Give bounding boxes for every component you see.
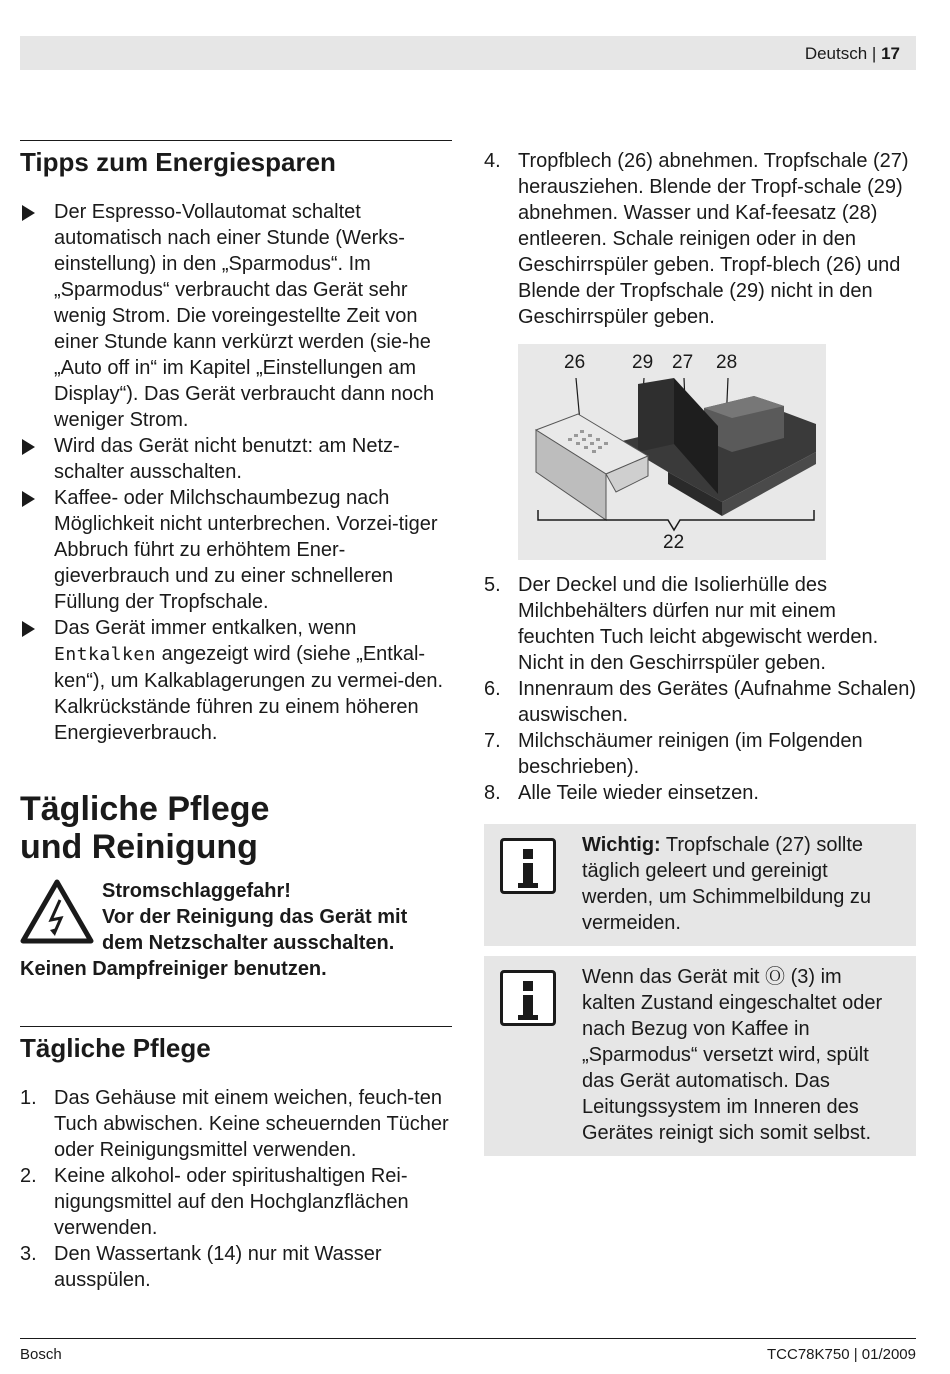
daily-care-title: Tägliche Pflege: [20, 1033, 211, 1063]
info-icon: [500, 838, 556, 894]
info-box-important: [484, 824, 916, 946]
step-text: Milchschäumer reinigen (im Folgenden beschrieben).: [518, 730, 863, 778]
bullet-arrow-icon: [22, 621, 35, 637]
cleaning-steps-b: [484, 572, 916, 806]
figure-label: 28: [716, 352, 738, 373]
step-number: 8.: [484, 782, 501, 804]
section-rule: [20, 1026, 452, 1027]
bullet-text: angezeigt wird (siehe „Entkal-ken“), um Kalkablagerungen zu vermei-den. Kalkrückstände führen zu einem höheren Energieverbrauch.: [54, 643, 444, 744]
warning-line: Vor der Reinigung das Gerät mit: [102, 906, 408, 928]
bullet-arrow-icon: [22, 439, 35, 455]
footer-brand: Bosch: [20, 1346, 62, 1363]
drip-tray-figure: [518, 344, 826, 560]
right-column: [484, 140, 916, 1156]
care-title-line1: Tägliche Pflege: [20, 790, 270, 828]
cleaning-steps-a: [484, 148, 916, 330]
step-text: Innenraum des Gerätes (Aufnahme Schalen) auswischen.: [518, 678, 916, 726]
header-separator: |: [871, 44, 877, 63]
footer-rule: [20, 1338, 916, 1339]
figure-label: 22: [663, 532, 685, 553]
figure-label: 26: [564, 352, 586, 373]
info-text: Wenn das Gerät mit: [582, 966, 760, 988]
language-label: Deutsch: [804, 44, 868, 63]
step-number: 4.: [484, 150, 501, 172]
list-item: [484, 572, 916, 676]
step-number: 6.: [484, 678, 501, 700]
warning-title: Stromschlaggefahr!: [102, 880, 291, 902]
list-item: [484, 728, 916, 780]
list-item: [484, 780, 916, 806]
info-bold-label: Wichtig:: [582, 834, 661, 856]
step-text: Keine alkohol- oder spiritushaltigen Rei-nigungsmittel auf den Hochglanzflächen verwenden.: [54, 1165, 409, 1239]
warning-line: Keinen Dampfreiniger benutzen.: [20, 958, 327, 980]
info-box-rinse: [484, 956, 916, 1156]
care-title-line2: und Reinigung: [20, 828, 258, 866]
step-text: Der Deckel und die Isolierhülle des Milchbehälters dürfen nur mit einem feuchten Tuch leicht abgewischt werden. Nicht in den Geschirrspüler geben.: [518, 574, 879, 674]
step-text: Tropfblech (26) abnehmen. Tropfschale (27) herausziehen. Blende der Tropf-schale (29) abnehmen. Wasser und Kaf-feesatz (28) entleeren. Schale reinigen oder in den Geschirrspüler geben. Tropf-blech (26) und Blende der Tropfschale (29) nicht in den Geschirrspüler geben.: [518, 150, 909, 328]
step-text: Den Wassertank (14) nur mit Wasser ausspülen.: [54, 1243, 382, 1291]
bullet-text: Der Espresso-Vollautomat schaltet automatisch nach einer Stunde (Werks-einstellung) in den „Sparmodus“. Im „Sparmodus“ verbraucht das Gerät sehr wenig Strom. Die voreingestellte Zeit von einer Stunde kann verkürzt werden (sie-he „Auto off in“ im Kapitel „Einstellungen am Display“). Das Gerät verbraucht dann noch weniger Strom.: [54, 201, 435, 431]
page-number: 17: [881, 44, 900, 63]
step-text: Alle Teile wieder einsetzen.: [518, 782, 759, 804]
section-rule: [20, 140, 452, 141]
power-symbol-icon: Ⓞ: [765, 966, 786, 988]
step-number: 3.: [20, 1243, 37, 1265]
list-item: [20, 433, 452, 485]
energy-section-title: Tipps zum Energiesparen: [20, 147, 336, 177]
list-item: [20, 1241, 452, 1293]
list-item: [20, 1163, 452, 1241]
electric-shock-warning-icon: [20, 878, 94, 944]
step-number: 5.: [484, 574, 501, 596]
step-text: Das Gehäuse mit einem weichen, feuch-ten Tuch abwischen. Keine scheuernden Tücher oder Reinigungsmittel verwenden.: [54, 1087, 449, 1161]
display-message: Entkalken: [54, 644, 157, 665]
step-number: 7.: [484, 730, 501, 752]
drip-tray-illustration: [518, 344, 826, 560]
step-number: 1.: [20, 1087, 37, 1109]
figure-label: 29: [632, 352, 654, 373]
info-text: (3) im kalten Zustand eingeschaltet oder nach Bezug von Kaffee in „Sparmodus“ versetzt wird, spült das Gerät automatisch. Das Leitungssystem im Inneren des Gerätes reinigt sich somit selbst.: [582, 966, 883, 1144]
energy-tips-list: [20, 199, 452, 746]
bullet-text: Das Gerät immer entkalken, wenn: [54, 617, 357, 639]
list-item: [484, 148, 916, 330]
warning-block: [20, 878, 452, 982]
header-bar: [20, 36, 916, 70]
list-item: [20, 485, 452, 615]
figure-label: 27: [672, 352, 694, 373]
footer-model: TCC78K750 | 01/2009: [767, 1346, 916, 1363]
info-text: Tropfschale (27) sollte täglich geleert und gereinigt werden, um Schimmelbildung zu vermeiden.: [582, 834, 872, 934]
bullet-arrow-icon: [22, 205, 35, 221]
list-item: [20, 615, 452, 746]
bullet-text: Kaffee- oder Milchschaumbezug nach Möglichkeit nicht unterbrechen. Vorzei-tiger Abbruch führt zu erhöhtem Ener-gieverbrauch und zu einer schnelleren Füllung der Tropfschale.: [54, 487, 438, 613]
left-column: [20, 140, 452, 1293]
bullet-arrow-icon: [22, 491, 35, 507]
bullet-text: Wird das Gerät nicht benutzt: am Netz-schalter ausschalten.: [54, 435, 400, 483]
list-item: [20, 199, 452, 433]
list-item: [484, 676, 916, 728]
list-item: [20, 1085, 452, 1163]
info-icon: [500, 970, 556, 1026]
page-header: [805, 44, 900, 64]
step-number: 2.: [20, 1165, 37, 1187]
daily-care-steps: [20, 1085, 452, 1293]
warning-line: dem Netzschalter ausschalten.: [102, 932, 395, 954]
